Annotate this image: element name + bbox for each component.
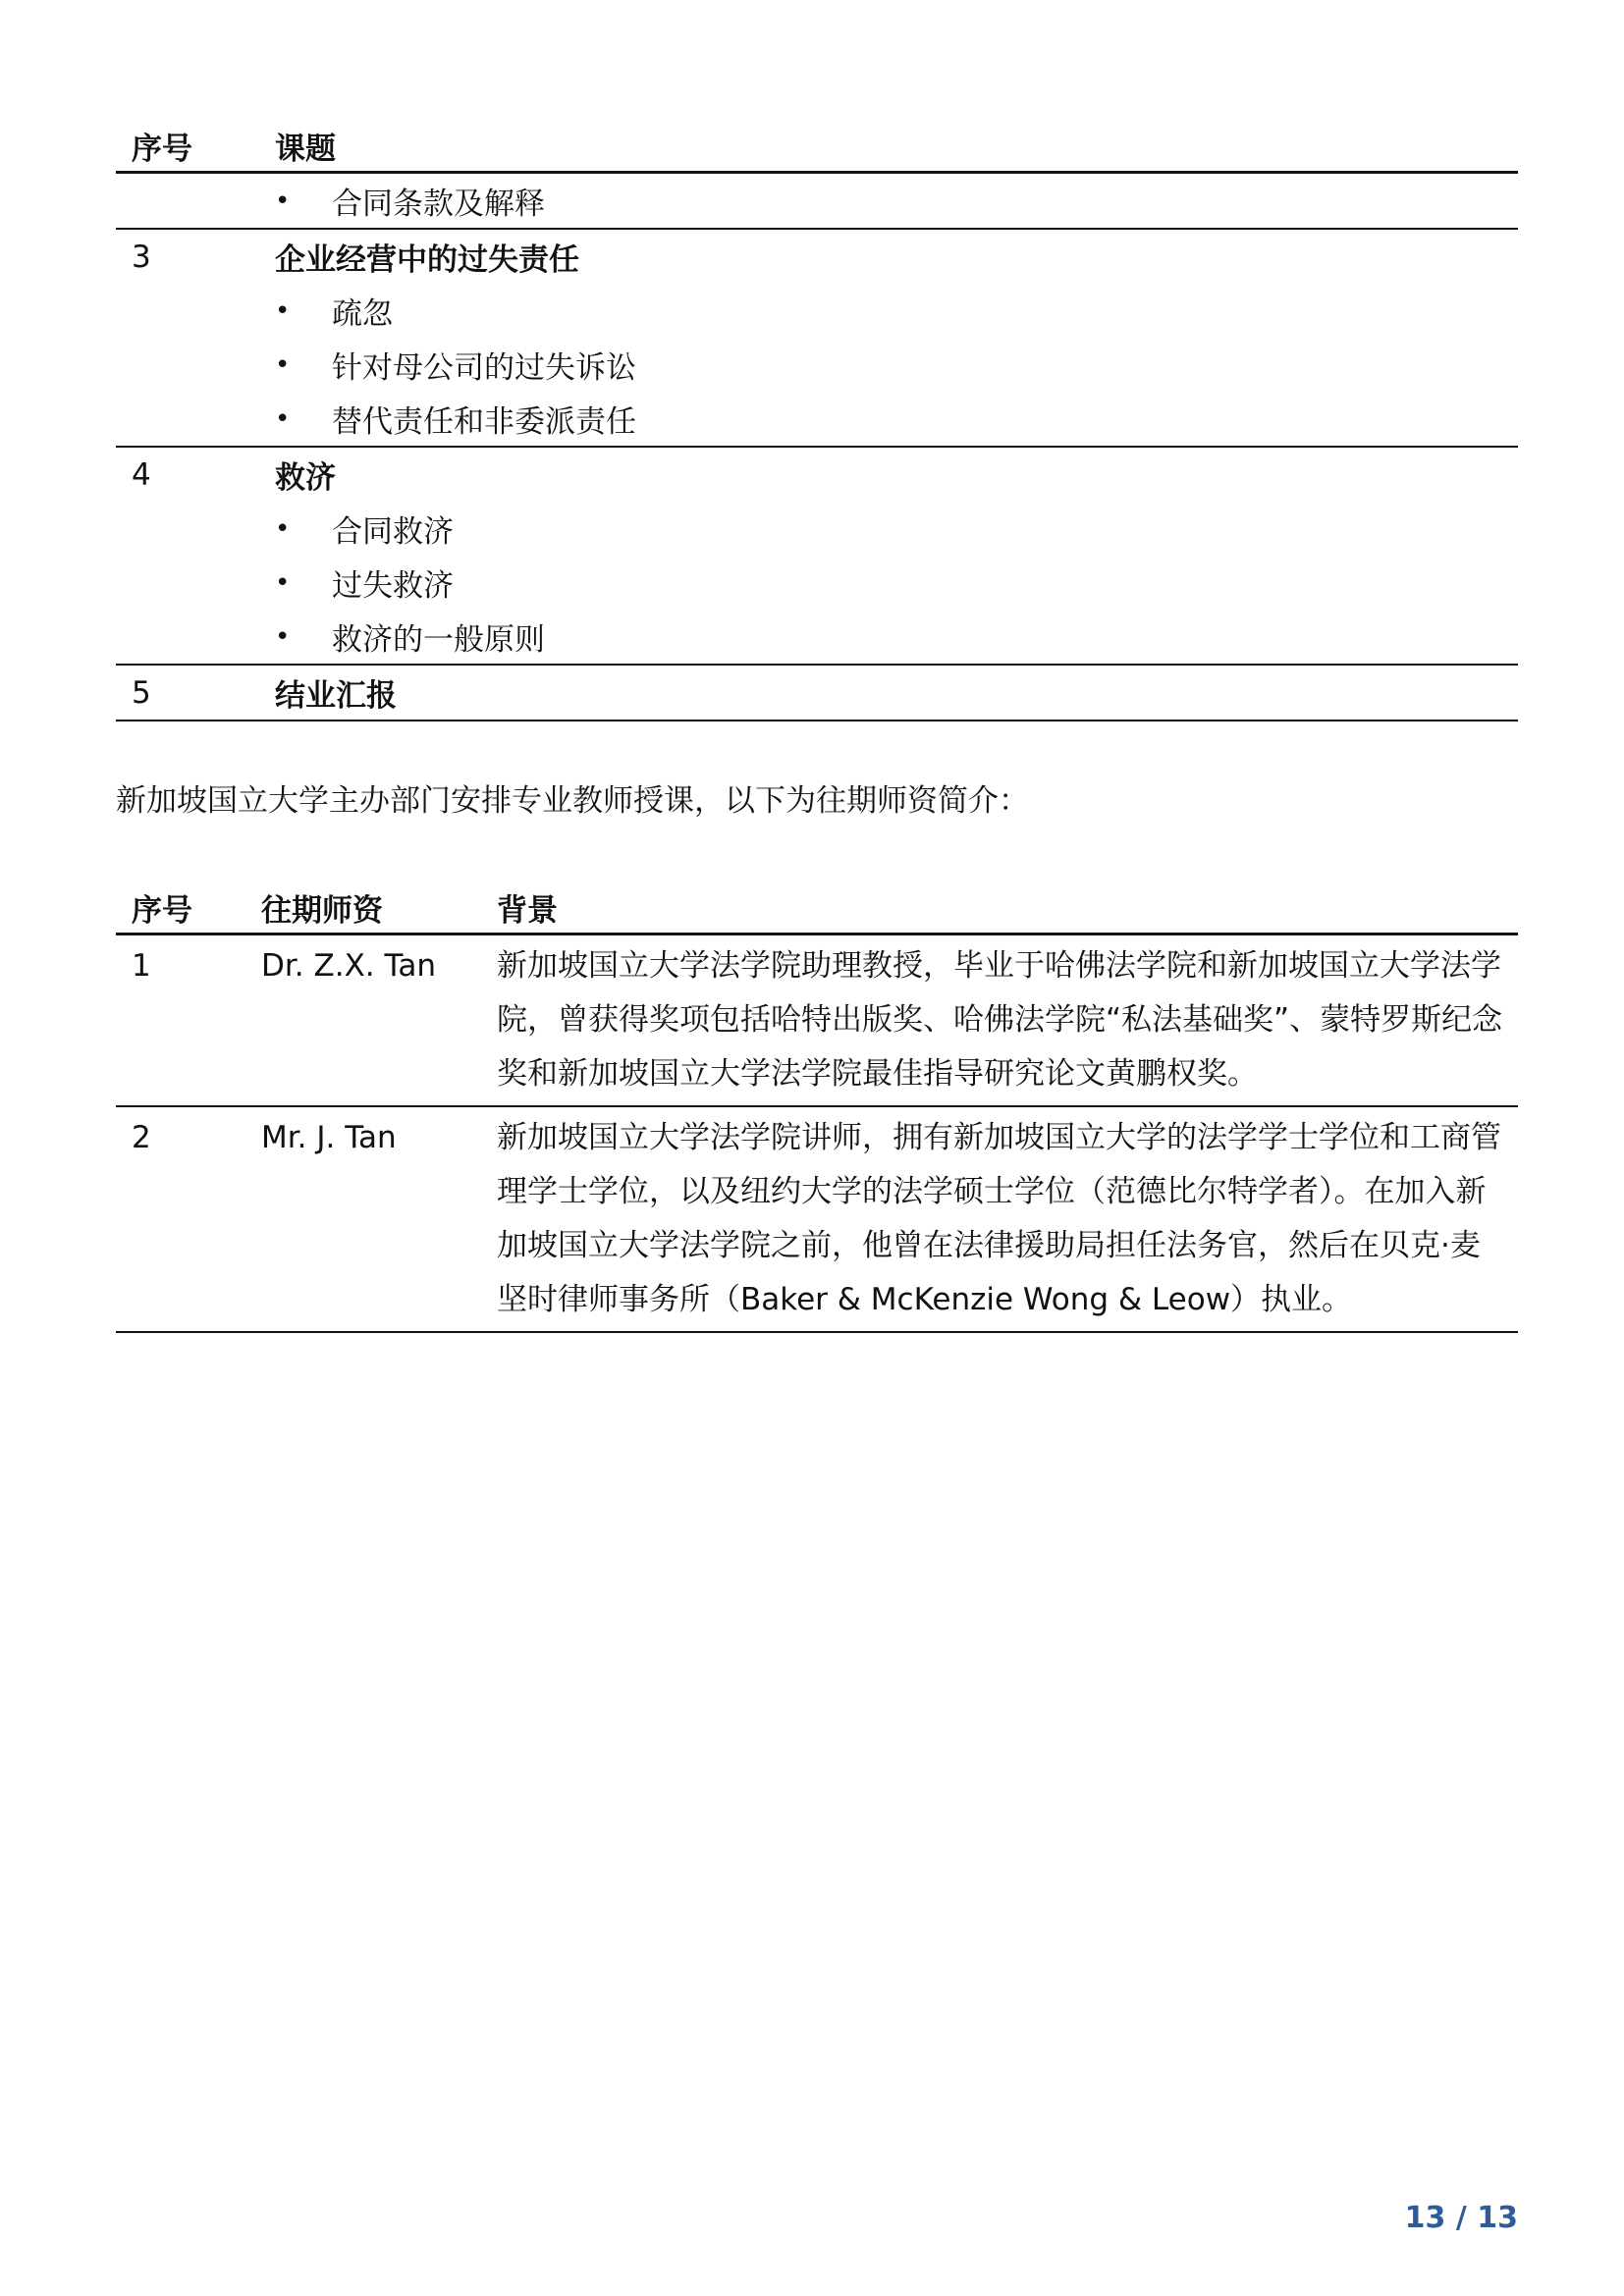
course-table-body <box>116 173 1518 721</box>
faculty-row <box>116 1106 1518 1332</box>
course-row <box>116 392 1518 447</box>
course-row-number <box>116 392 275 447</box>
faculty-row <box>116 934 1518 1107</box>
course-item-text: 针对母公司的过失诉讼 <box>332 350 636 386</box>
page-number: 13 / 13 <box>1404 2201 1518 2235</box>
course-topic-item <box>275 556 1518 610</box>
course-topic-item <box>275 284 1518 338</box>
faculty-background: 新加坡国立大学法学院讲师，拥有新加坡国立大学的法学学士学位和工商管理学士学位，以及纽约大学的法学硕士学位（范德比尔特学者）。在加入新加坡国立大学法学院之前，他曾在法律援助局担任法务官，然后在贝克·麦坚时律师事务所（Baker & McKenzie Wong & Leow）执业。 <box>497 1106 1518 1332</box>
course-row <box>116 556 1518 610</box>
course-row <box>116 338 1518 392</box>
header-no: 序号 <box>116 120 275 173</box>
bullet-icon: • <box>275 186 291 216</box>
course-item-text: 替代责任和非委派责任 <box>332 404 636 440</box>
header-faculty-no: 序号 <box>116 881 261 934</box>
course-row-number <box>116 610 275 665</box>
course-topic-item <box>275 338 1518 392</box>
course-item-text: 疏忽 <box>332 296 393 332</box>
course-row <box>116 229 1518 284</box>
course-row-number: 3 <box>132 239 151 275</box>
course-row <box>116 665 1518 721</box>
course-row <box>116 447 1518 502</box>
course-topic-item <box>275 392 1518 447</box>
faculty-name: Dr. Z.X. Tan <box>261 934 497 1107</box>
course-table <box>116 120 1518 721</box>
faculty-background: 新加坡国立大学法学院助理教授，毕业于哈佛法学院和新加坡国立大学法学院，曾获得奖项包括哈特出版奖、哈佛法学院“私法基础奖”、蒙特罗斯纪念奖和新加坡国立大学法学院最佳指导研究论文黄鹏权奖。 <box>497 934 1518 1107</box>
bullet-icon: • <box>275 295 291 326</box>
course-row-number <box>116 502 275 556</box>
header-faculty-name: 往期师资 <box>261 881 497 934</box>
course-title-text: 救济 <box>275 460 336 496</box>
bullet-icon: • <box>275 349 291 380</box>
faculty-row-number: 2 <box>116 1106 261 1332</box>
header-faculty-background: 背景 <box>497 881 1518 934</box>
course-row-number: 5 <box>116 665 275 721</box>
course-topic-title <box>275 447 1518 502</box>
course-title-text: 结业汇报 <box>275 678 397 714</box>
bullet-icon: • <box>275 567 291 598</box>
bullet-icon: • <box>275 621 291 652</box>
faculty-intro-text: 新加坡国立大学主办部门安排专业教师授课，以下为往期师资简介： <box>116 783 1029 819</box>
faculty-row-number: 1 <box>116 934 261 1107</box>
faculty-table <box>116 881 1518 1333</box>
course-row <box>116 502 1518 556</box>
course-item-text: 救济的一般原则 <box>332 622 545 658</box>
course-row-number <box>116 556 275 610</box>
course-row-number <box>116 338 275 392</box>
bullet-icon: • <box>275 403 291 434</box>
course-row <box>116 610 1518 665</box>
course-row-number: 4 <box>132 456 151 493</box>
faculty-name: Mr. J. Tan <box>261 1106 497 1332</box>
bullet-icon: • <box>275 513 291 544</box>
header-topic: 课题 <box>275 120 1518 173</box>
course-topic-title <box>275 229 1518 284</box>
course-topic-item <box>275 610 1518 665</box>
faculty-table-header <box>116 881 1518 934</box>
course-row-number <box>116 173 275 230</box>
course-row-number <box>116 284 275 338</box>
faculty-table-body <box>116 934 1518 1333</box>
course-item-text: 合同条款及解释 <box>332 187 545 222</box>
course-item-text: 过失救济 <box>332 568 454 604</box>
course-table-header <box>116 120 1518 173</box>
course-topic-item <box>275 173 1518 230</box>
course-row <box>116 284 1518 338</box>
course-topic-item <box>275 502 1518 556</box>
course-item-text: 合同救济 <box>332 514 454 550</box>
course-row <box>116 173 1518 230</box>
course-title-text: 企业经营中的过失责任 <box>275 242 579 278</box>
course-topic-title <box>275 665 1518 721</box>
